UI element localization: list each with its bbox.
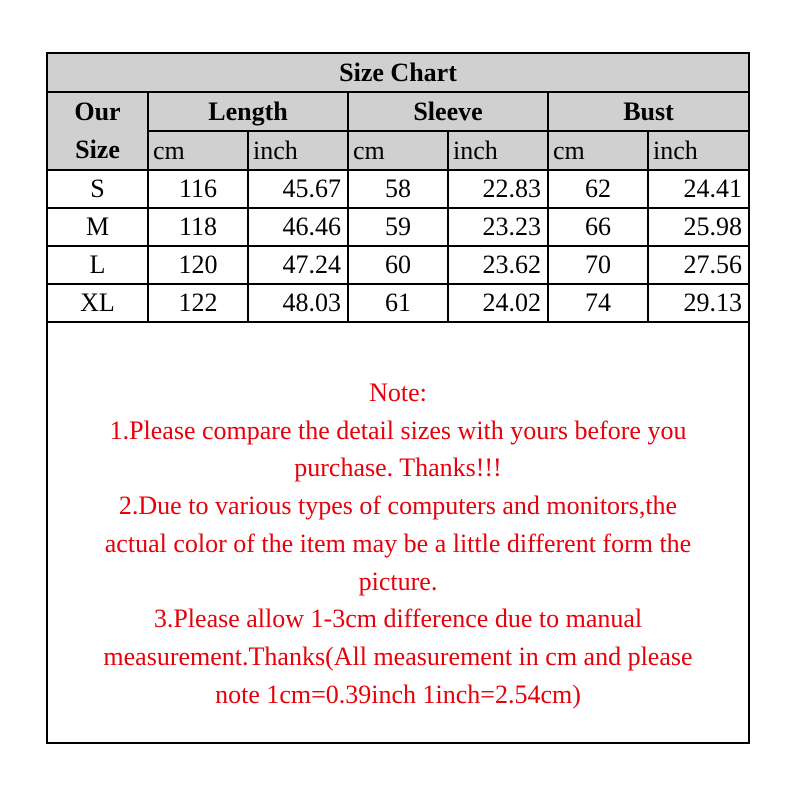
length-inch-unit: inch [248,131,348,170]
sleeve-inch-cell: 23.62 [448,246,548,284]
bust-inch-cell: 27.56 [648,246,748,284]
bust-cm-cell: 74 [548,284,648,322]
length-inch-cell: 48.03 [248,284,348,322]
length-header: Length [148,92,348,131]
size-chart-table [48,54,748,323]
note-heading: Note: [369,378,427,407]
table-row [48,170,748,208]
table-row [48,208,748,246]
bust-inch-cell: 29.13 [648,284,748,322]
note-line: note 1cm=0.39inch 1inch=2.54cm) [215,679,581,709]
bust-cm-cell: 70 [548,246,648,284]
bust-cm-unit: cm [548,131,648,170]
note-line: picture. [358,566,438,596]
note-block [48,366,748,721]
size-header-line-2: Size [75,135,120,164]
bust-header: Bust [548,92,748,131]
sleeve-cm-unit: cm [348,131,448,170]
sleeve-cm-cell: 60 [348,246,448,284]
size-cell: M [48,208,148,246]
sleeve-header: Sleeve [348,92,548,131]
length-cm-cell: 120 [148,246,248,284]
size-chart-frame [46,52,750,744]
bust-cm-cell: 62 [548,170,648,208]
note-line: 1.Please compare the detail sizes with yours before you [109,415,687,445]
length-cm-cell: 116 [148,170,248,208]
size-column-header [48,92,148,170]
table-row [48,284,748,322]
length-inch-cell: 45.67 [248,170,348,208]
length-inch-cell: 46.46 [248,208,348,246]
sleeve-cm-cell: 59 [348,208,448,246]
note-line: 3.Please allow 1-3cm difference due to manual [153,604,643,634]
sleeve-cm-cell: 58 [348,170,448,208]
note-line: purchase. Thanks!!! [294,453,502,483]
bust-inch-cell: 24.41 [648,170,748,208]
sleeve-inch-cell: 24.02 [448,284,548,322]
length-cm-cell: 118 [148,208,248,246]
size-cell: S [48,170,148,208]
table-title: Size Chart [48,54,748,92]
size-cell: L [48,246,148,284]
length-cm-unit: cm [148,131,248,170]
note-line: 2.Due to various types of computers and monitors,the [118,491,678,521]
note-line: actual color of the item may be a little different form the [104,528,692,558]
sleeve-inch-cell: 23.23 [448,208,548,246]
note-line: measurement.Thanks(All measurement in cm and please [103,641,693,671]
size-header-line-1: Our [74,97,121,126]
sleeve-cm-cell: 61 [348,284,448,322]
sleeve-inch-cell: 22.83 [448,170,548,208]
table-row [48,246,748,284]
size-cell: XL [48,284,148,322]
bust-cm-cell: 66 [548,208,648,246]
length-cm-cell: 122 [148,284,248,322]
length-inch-cell: 47.24 [248,246,348,284]
bust-inch-unit: inch [648,131,748,170]
sleeve-inch-unit: inch [448,131,548,170]
bust-inch-cell: 25.98 [648,208,748,246]
